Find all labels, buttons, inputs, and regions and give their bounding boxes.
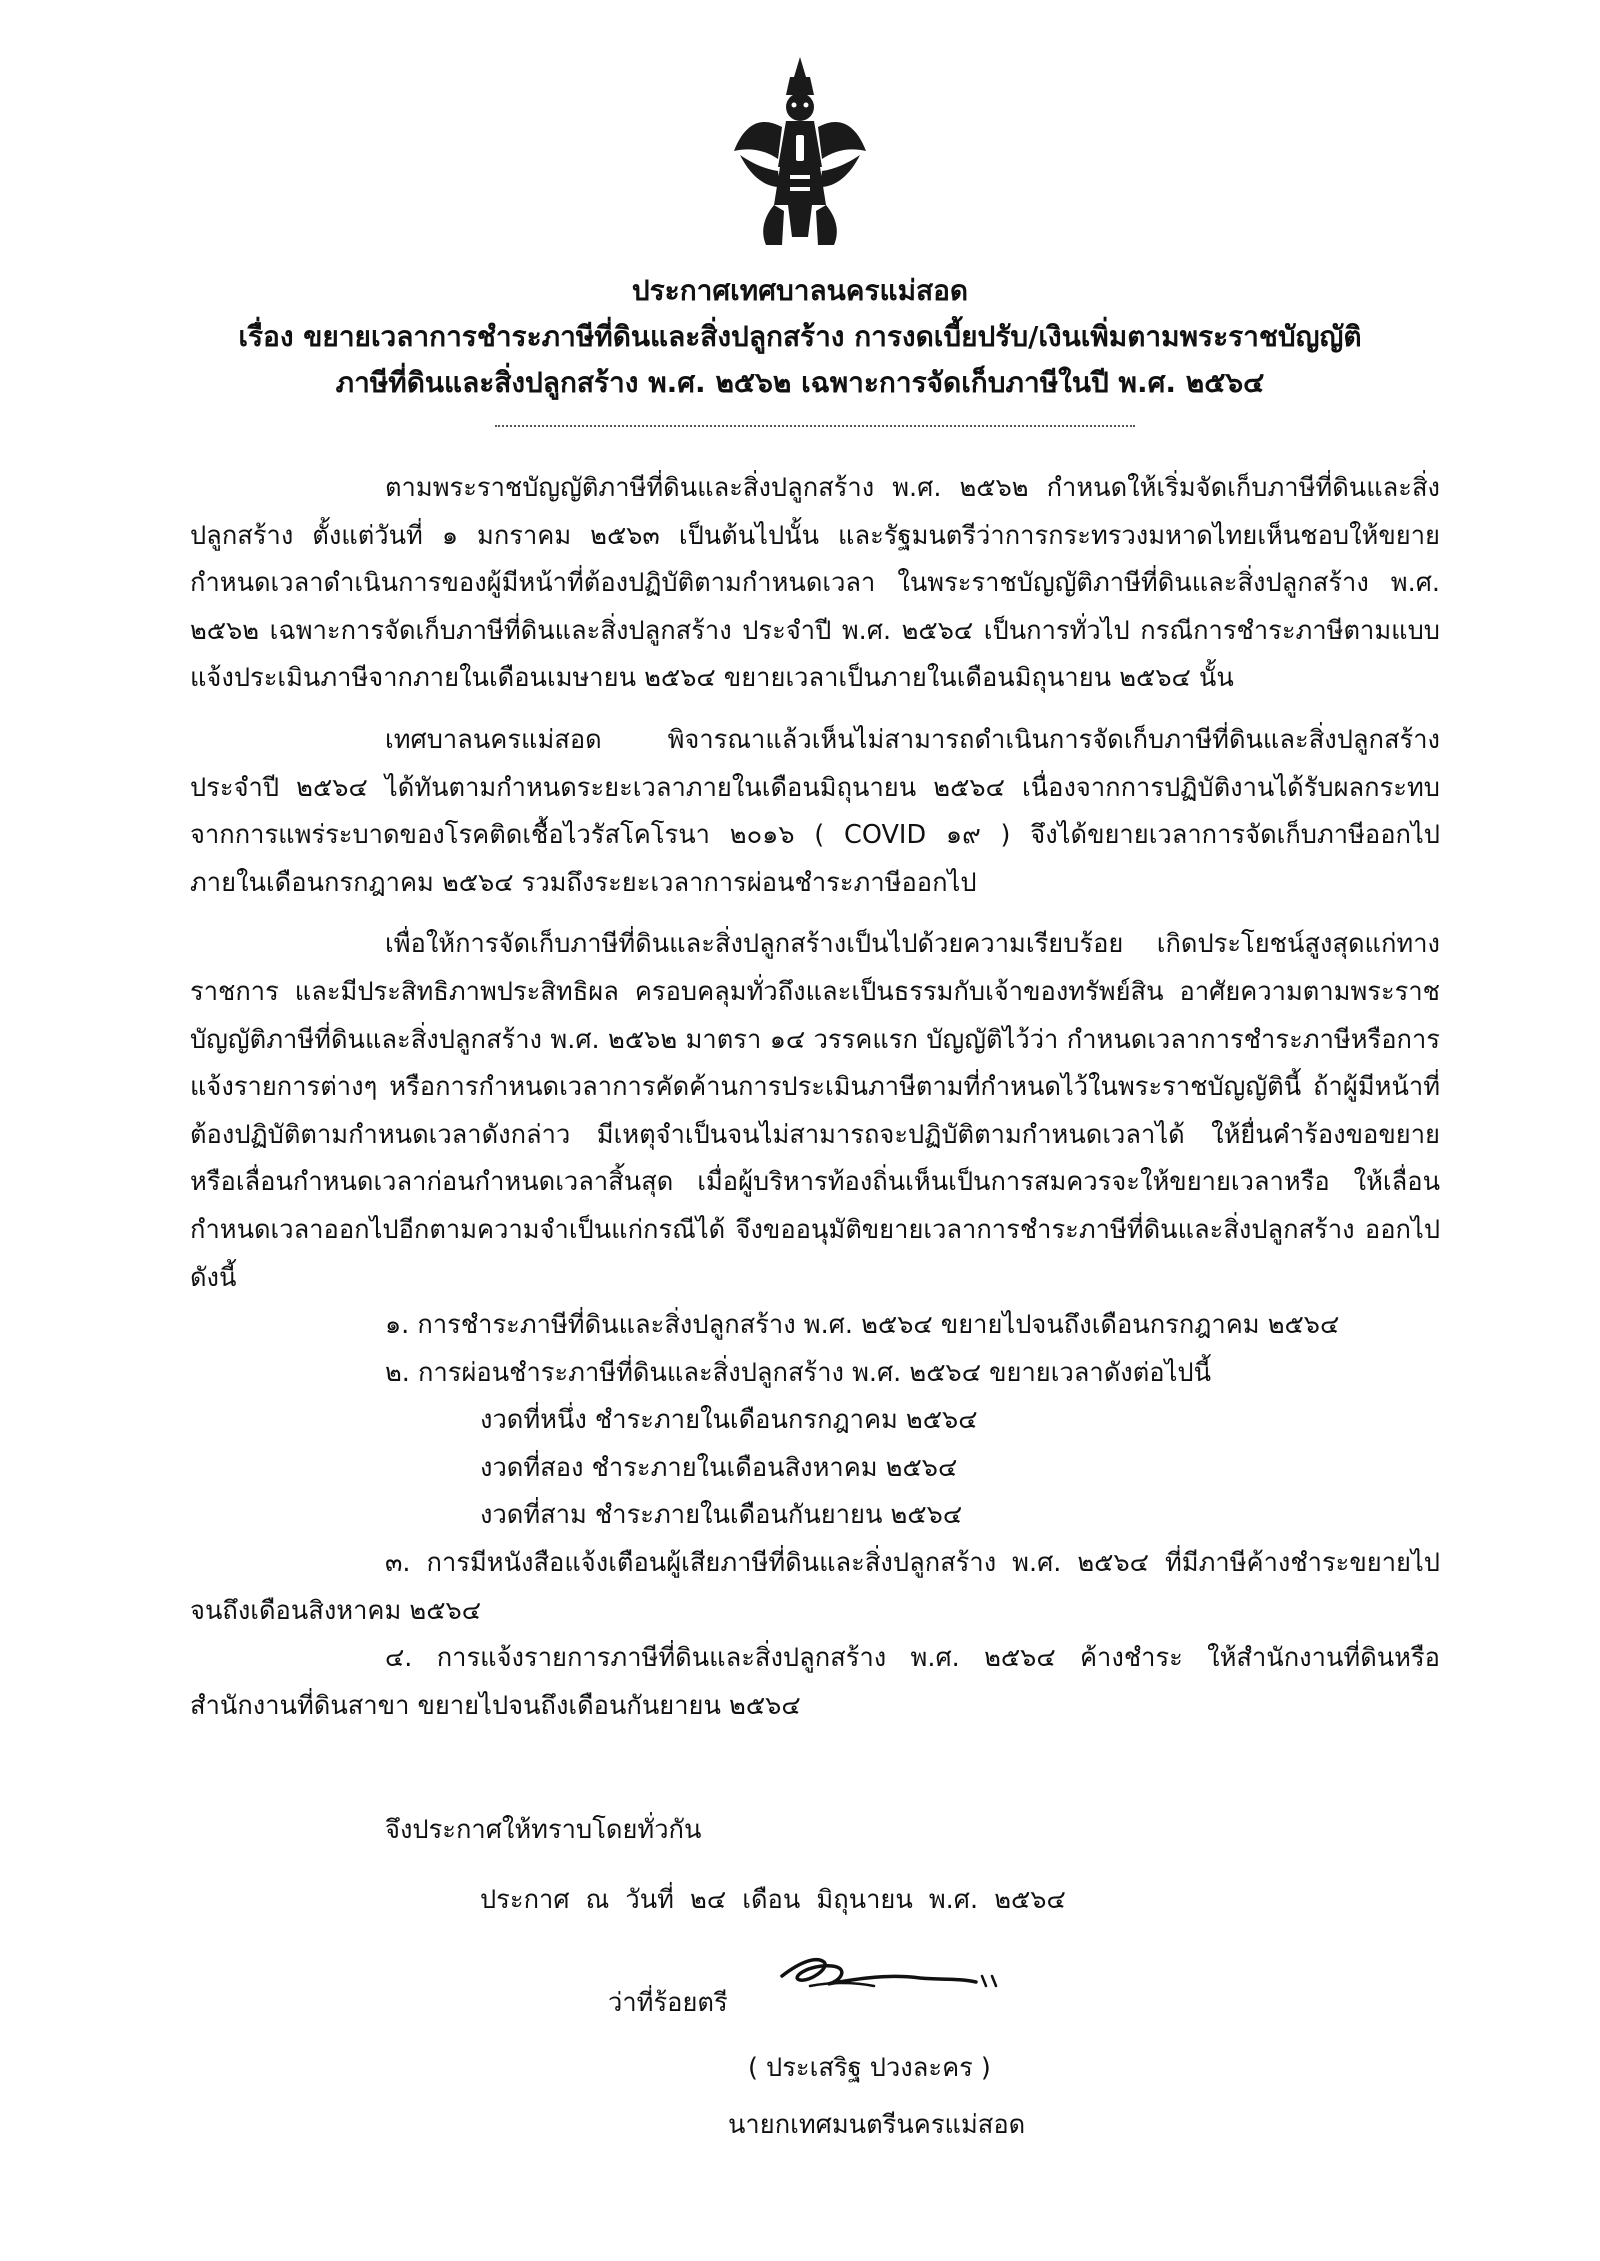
paragraph-1: ตามพระราชบัญญัติภาษีที่ดินและสิ่งปลูกสร้าง พ.ศ. ๒๕๖๒ กำหนดให้เริ่มจัดเก็บภาษีที่ดินและสิ่งปลูกสร้าง ตั้งแต่วันที่ ๑ มกราคม ๒๕๖๓ เป็นต้นไปนั้น และรัฐมนตรีว่าการกระทรวงมหาดไทยเห็นชอบให้ขยายกำหนดเวลาดำเนินการของผู้มีหน้าที่ต้องปฏิบัติตามกำหนดเวลา ในพระราชบัญญัติภาษีที่ดินและสิ่งปลูกสร้าง พ.ศ. ๒๕๖๒ เฉพาะการจัดเก็บภาษีที่ดินและสิ่งปลูกสร้าง ประจำปี พ.ศ. ๒๕๖๔ เป็นการทั่วไป กรณีการชำระภาษีตามแบบแจ้งประเมินภาษีจากภายในเดือนเมษายน ๒๕๖๔ ขยายเวลาเป็นภายในเดือนมิถุนายน ๒๕๖๔ นั้น	[190, 473, 1440, 694]
signer-rank: ว่าที่ร้อยตรี	[608, 1988, 728, 2018]
title-block	[0, 268, 1600, 406]
closing-statement: จึงประกาศให้ทราบโดยทั่วกัน	[385, 1815, 702, 1845]
item-2: ๒. การผ่อนชำระภาษีที่ดินและสิ่งปลูกสร้าง พ.ศ. ๒๕๖๔ ขยายเวลาดังต่อไปนี้	[385, 1357, 1212, 1388]
garuda-emblem-icon	[730, 55, 870, 250]
announcement-date: ประกาศ ณ วันที่ ๒๔ เดือน มิถุนายน พ.ศ. ๒๕๖๔	[480, 1885, 1066, 1915]
item-3: ๓. การมีหนังสือแจ้งเตือนผู้เสียภาษีที่ดินและสิ่งปลูกสร้าง พ.ศ. ๒๕๖๔ ที่มีภาษีค้างชำระขยายไปจนถึงเดือนสิงหาคม ๒๕๖๔	[190, 1548, 1440, 1626]
signer-name: ( ประเสริฐ ปวงละคร )	[748, 2053, 991, 2083]
installment-2: งวดที่สอง ชำระภายในเดือนสิงหาคม ๒๕๖๔	[480, 1452, 958, 1483]
announcement-title: ประกาศเทศบาลนครแม่สอด	[631, 274, 969, 307]
paragraph-2: เทศบาลนครแม่สอด พิจารณาแล้วเห็นไม่สามารถดำเนินการจัดเก็บภาษีที่ดินและสิ่งปลูกสร้างประจำปี ๒๕๖๔ ได้ทันตามกำหนดระยะเวลาภายในเดือนมิถุนายน ๒๕๖๔ เนื่องจากการปฏิบัติงานได้รับผลกระทบจากการแพร่ระบาดของโรคติดเชื้อไวรัสโคโรนา ๒๐๑๖ ( COVID ๑๙ ) จึงได้ขยายเวลาการจัดเก็บภาษีออกไปภายในเดือนกรกฎาคม ๒๕๖๔ รวมถึงระยะเวลาการผ่อนชำระภาษีออกไป	[190, 724, 1440, 898]
item-4: ๔. การแจ้งรายการภาษีที่ดินและสิ่งปลูกสร้าง พ.ศ. ๒๕๖๔ ค้างชำระ ให้สำนักงานที่ดินหรือสำนักงานที่ดินสาขา ขยายไปจนถึงเดือนกันยายน ๒๕๖๔	[190, 1643, 1440, 1721]
paragraph-3: เพื่อให้การจัดเก็บภาษีที่ดินและสิ่งปลูกสร้างเป็นไปด้วยความเรียบร้อย เกิดประโยชน์สูงสุดแก่ทางราชการ และมีประสิทธิภาพประสิทธิผล ครอบคลุมทั่วถึงและเป็นธรรมกับเจ้าของทรัพย์สิน อาศัยความตามพระราชบัญญัติภาษีที่ดินและสิ่งปลูกสร้าง พ.ศ. ๒๕๖๒ มาตรา ๑๔ วรรคแรก บัญญัติไว้ว่า กำหนดเวลาการชำระภาษีหรือการแจ้งรายการต่างๆ หรือการกำหนดเวลาการคัดค้านการประเมินภาษีตามที่กำหนดไว้ในพระราชบัญญัตินี้ ถ้าผู้มีหน้าที่ต้องปฏิบัติตามกำหนดเวลาดังกล่าว มีเหตุจำเป็นจนไม่สามารถจะปฏิบัติตามกำหนดเวลาได้ ให้ยื่นคำร้องขอขยายหรือเลื่อนกำหนดเวลาก่อนกำหนดเวลาสิ้นสุด เมื่อผู้บริหารท้องถิ่นเห็นเป็นการสมควรจะให้ขยายเวลาหรือ ให้เลื่อนกำหนดเวลาออกไปอีกตามความจำเป็นแก่กรณีได้ จึงขออนุมัติขยายเวลาการชำระภาษีที่ดินและสิ่งปลูกสร้าง ออกไปดังนี้	[190, 929, 1440, 1293]
item-1: ๑. การชำระภาษีที่ดินและสิ่งปลูกสร้าง พ.ศ. ๒๕๖๔ ขยายไปจนถึงเดือนกรกฎาคม ๒๕๖๔	[385, 1310, 1340, 1341]
signer-position: นายกเทศมนตรีนครแม่สอด	[728, 2110, 1026, 2140]
installment-1: งวดที่หนึ่ง ชำระภายในเดือนกรกฎาคม ๒๕๖๔	[480, 1405, 978, 1436]
installment-3: งวดที่สาม ชำระภายในเดือนกันยายน ๒๕๖๔	[480, 1500, 963, 1531]
announcement-body	[190, 465, 1440, 1730]
signature-icon	[770, 1942, 1010, 2002]
subject-line-2: ภาษีที่ดินและสิ่งปลูกสร้าง พ.ศ. ๒๕๖๒ เฉพาะการจัดเก็บภาษีในปี พ.ศ. ๒๕๖๔	[335, 366, 1265, 399]
title-divider	[495, 425, 1135, 427]
subject-line-1: เรื่อง ขยายเวลาการชำระภาษีที่ดินและสิ่งปลูกสร้าง การงดเบี้ยปรับ/เงินเพิ่มตามพระราชบัญญัติ	[238, 320, 1362, 353]
